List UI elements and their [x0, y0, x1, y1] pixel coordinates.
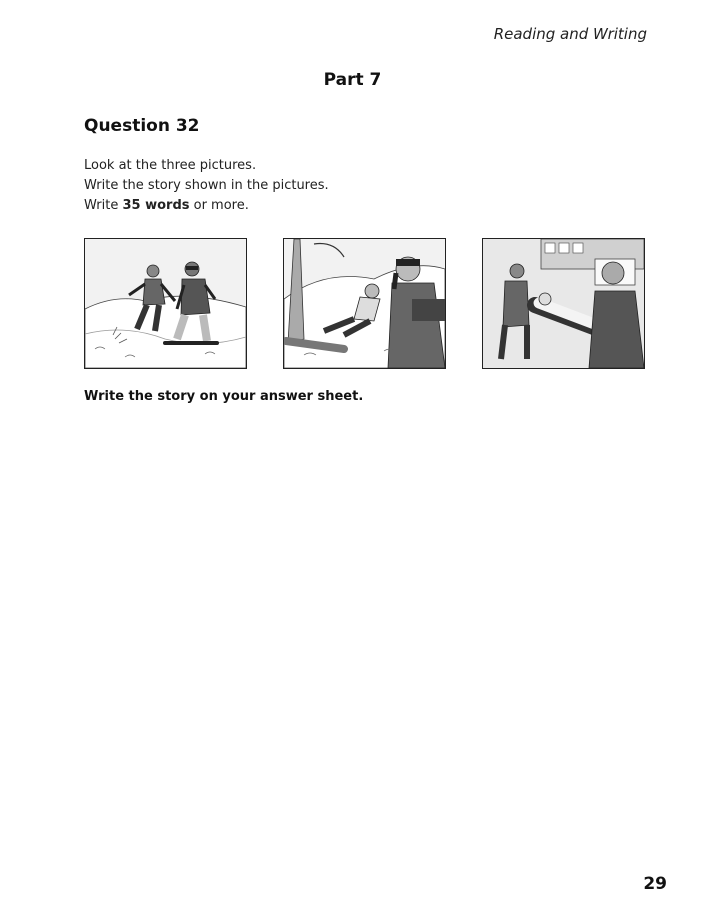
instruction-line-3-suffix: or more.	[189, 198, 249, 213]
snowboarders-illustration	[85, 239, 246, 368]
word-count: 35 words	[122, 198, 190, 213]
answer-sheet-instruction: Write the story on your answer sheet.	[84, 389, 364, 404]
instruction-line-2: Write the story shown in the pictures.	[84, 178, 329, 193]
instruction-line-3	[84, 196, 329, 216]
question-title: Question 32	[84, 116, 200, 136]
injured-snowboarder-phone-call-illustration	[284, 239, 445, 368]
instructions	[84, 156, 329, 216]
section-title: Reading and Writing	[493, 25, 647, 43]
ambulance-stretcher-illustration	[483, 239, 644, 368]
page-header	[494, 25, 647, 43]
page-number: 29	[643, 874, 667, 894]
picture-strip	[84, 238, 646, 369]
instruction-line-3-prefix: Write	[84, 198, 123, 213]
picture-1	[84, 238, 247, 369]
instruction-line-1: Look at the three pictures.	[84, 158, 257, 173]
picture-3	[482, 238, 645, 369]
part-title: Part 7	[323, 70, 382, 90]
picture-2	[283, 238, 446, 369]
